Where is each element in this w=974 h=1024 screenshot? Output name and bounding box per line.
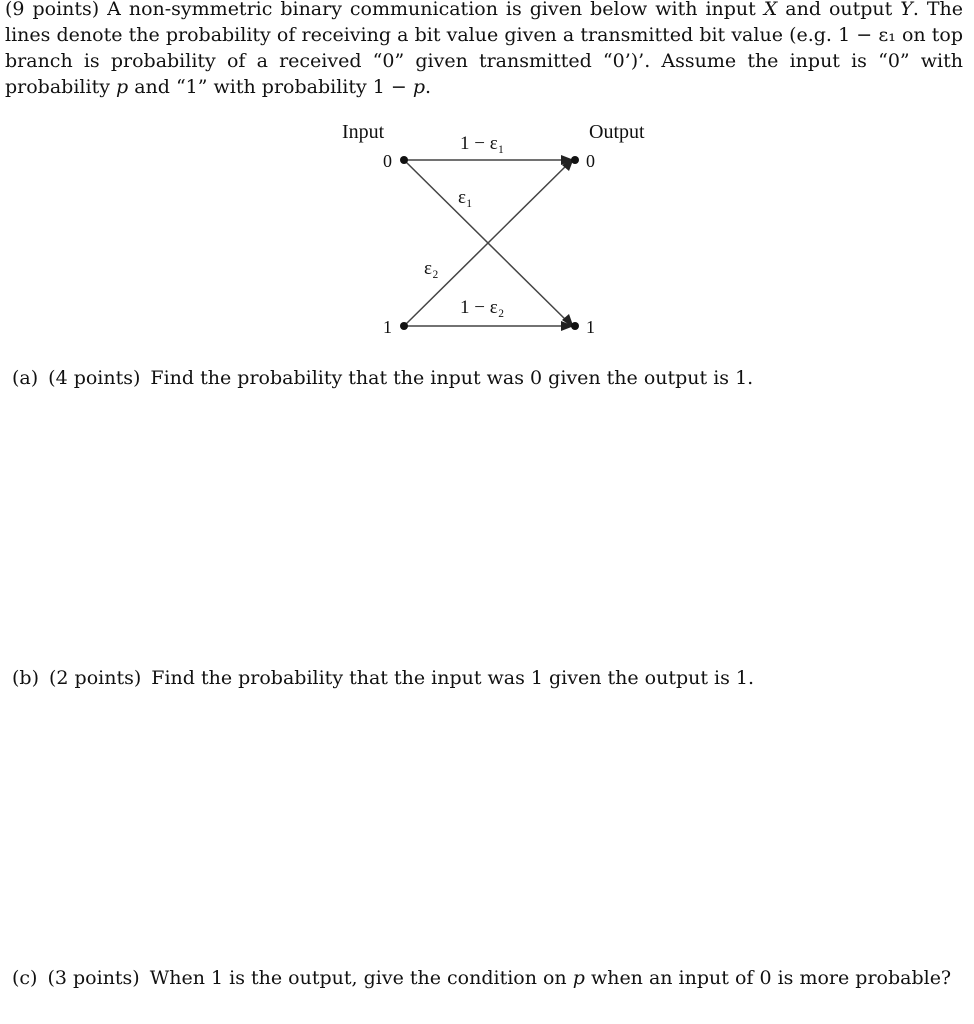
var-p: p — [115, 76, 129, 98]
question-c-text-pre: When 1 is the output, give the condition on — [149, 967, 567, 989]
question-b-points: (2 points) — [49, 667, 142, 689]
question-a — [12, 365, 753, 391]
question-b-text: Find the probability that the input was 1 given the output is 1. — [151, 667, 755, 689]
channel-diagram — [0, 0, 974, 360]
input-1-label: 1 — [383, 317, 392, 337]
output-0-node — [571, 156, 579, 164]
top-branch-label: 1 − ε₁ — [460, 133, 505, 154]
cross-down-label: ε₁ — [458, 187, 473, 208]
question-c-text-post: when an input of 0 is more probable? — [590, 967, 952, 989]
output-1-node — [571, 322, 579, 330]
question-b-label: (b) — [12, 667, 39, 689]
var-y: Y — [900, 0, 913, 20]
question-a-text: Find the probability that the input was 0 given the output is 1. — [150, 367, 754, 389]
problem-text-1: A non-symmetric binary communication is given below with input — [107, 0, 756, 20]
question-c — [12, 965, 951, 991]
bottom-branch-label: 1 − ε₂ — [460, 297, 505, 318]
output-1-label: 1 — [586, 317, 595, 337]
problem-points: (9 points) — [5, 0, 100, 20]
question-c-var-p: p — [572, 967, 585, 989]
cross-up-label: ε₂ — [424, 258, 439, 279]
var-p-2: p — [412, 76, 426, 98]
question-b — [12, 665, 754, 691]
problem-text-4: and “1” with probability 1 − — [134, 76, 407, 98]
output-0-label: 0 — [586, 151, 595, 171]
var-x: X — [763, 0, 778, 20]
question-a-label: (a) — [12, 367, 39, 389]
input-0-node — [400, 156, 408, 164]
question-c-points: (3 points) — [47, 967, 140, 989]
problem-text-2: and output — [785, 0, 893, 20]
problem-text-3: . The lines denote the probability of receiving a bit value given a transmitted bit value (e.g. 1 − ε₁ on top branch is probability of a received “0” given transmitted “0’)’. Assume the input is “0” with probability — [5, 0, 963, 98]
input-label: Input — [342, 121, 385, 143]
input-1-node — [400, 322, 408, 330]
output-label: Output — [589, 121, 645, 143]
question-a-points: (4 points) — [48, 367, 141, 389]
problem-text-5: . — [425, 76, 432, 98]
question-c-label: (c) — [12, 967, 38, 989]
input-0-label: 0 — [383, 151, 392, 171]
